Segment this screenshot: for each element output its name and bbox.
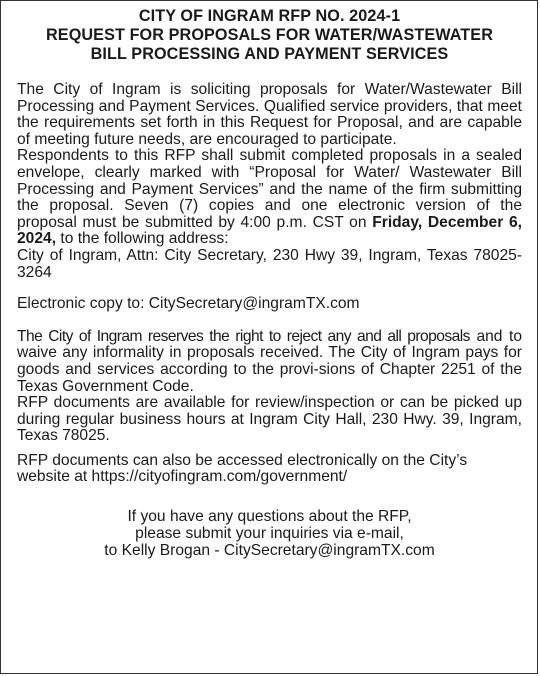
rfp-title-line-1: REQUEST FOR PROPOSALS FOR WATER/WASTEWATER — [46, 26, 493, 44]
reservation-rest: and to waive any informality in proposals received. The City of Ingram pays for goods and services according to the provi-sions of Chapter 2251 of the Texas Government Code. — [17, 327, 522, 395]
submission-deadline: Friday, December 6, 2024, — [17, 213, 522, 248]
reservation-paragraph — [17, 329, 522, 395]
rfp-number-title: CITY OF INGRAM RFP NO. 2024-1 — [138, 7, 401, 25]
documents-availability: RFP documents are available for review/inspection or can be picked up during regular business hours at Ingram City Hall, 230 Hwy. 39, Ingram, Texas 78025. — [17, 394, 522, 445]
mailing-address: City of Ingram, Attn: City Secretary, 230 Hwy 39, Ingram, Texas 78025-3264 — [17, 246, 522, 281]
contact-line-1: If you have any questions about the RFP, — [127, 508, 412, 526]
notice-heading — [17, 7, 522, 64]
submission-paragraph — [17, 148, 522, 248]
reservation-lead: The City of Ingram reserves the right to reject any and all proposals — [17, 327, 470, 345]
contact-line-3: to Kelly Brogan - CitySecretary@ingramTX.com — [104, 542, 435, 560]
submission-instructions: Respondents to this RFP shall submit completed proposals in a sealed envelope, clearly marked with “Proposal for Water/ Wastewater Bill Processing and Payment Services” and the name of the firm submitting the proposal. Seven (7) copies and one electronic version of the proposal must be submitted by 4:00 p.m. CST on — [17, 147, 522, 231]
rfp-title-line-2: BILL PROCESSING AND PAYMENT SERVICES — [90, 45, 449, 63]
contact-block — [17, 508, 522, 559]
electronic-copy-address: Electronic copy to: CitySecretary@ingramTX.com — [17, 295, 360, 313]
submission-address-lead: to the following address: — [56, 230, 229, 248]
online-access-paragraph: RFP documents can also be accessed electronically on the City’s website at https://cityofingram.com/government/ — [17, 451, 468, 486]
intro-paragraph: The City of Ingram is soliciting proposals for Water/Wastewater Bill Processing and Payment Services. Qualified service providers, that meet the requirements set forth in this Request for Proposal, and are capable of meeting future needs, are encouraged to participate. — [17, 81, 522, 148]
contact-line-2: please submit your inquiries via e-mail, — [135, 525, 404, 543]
